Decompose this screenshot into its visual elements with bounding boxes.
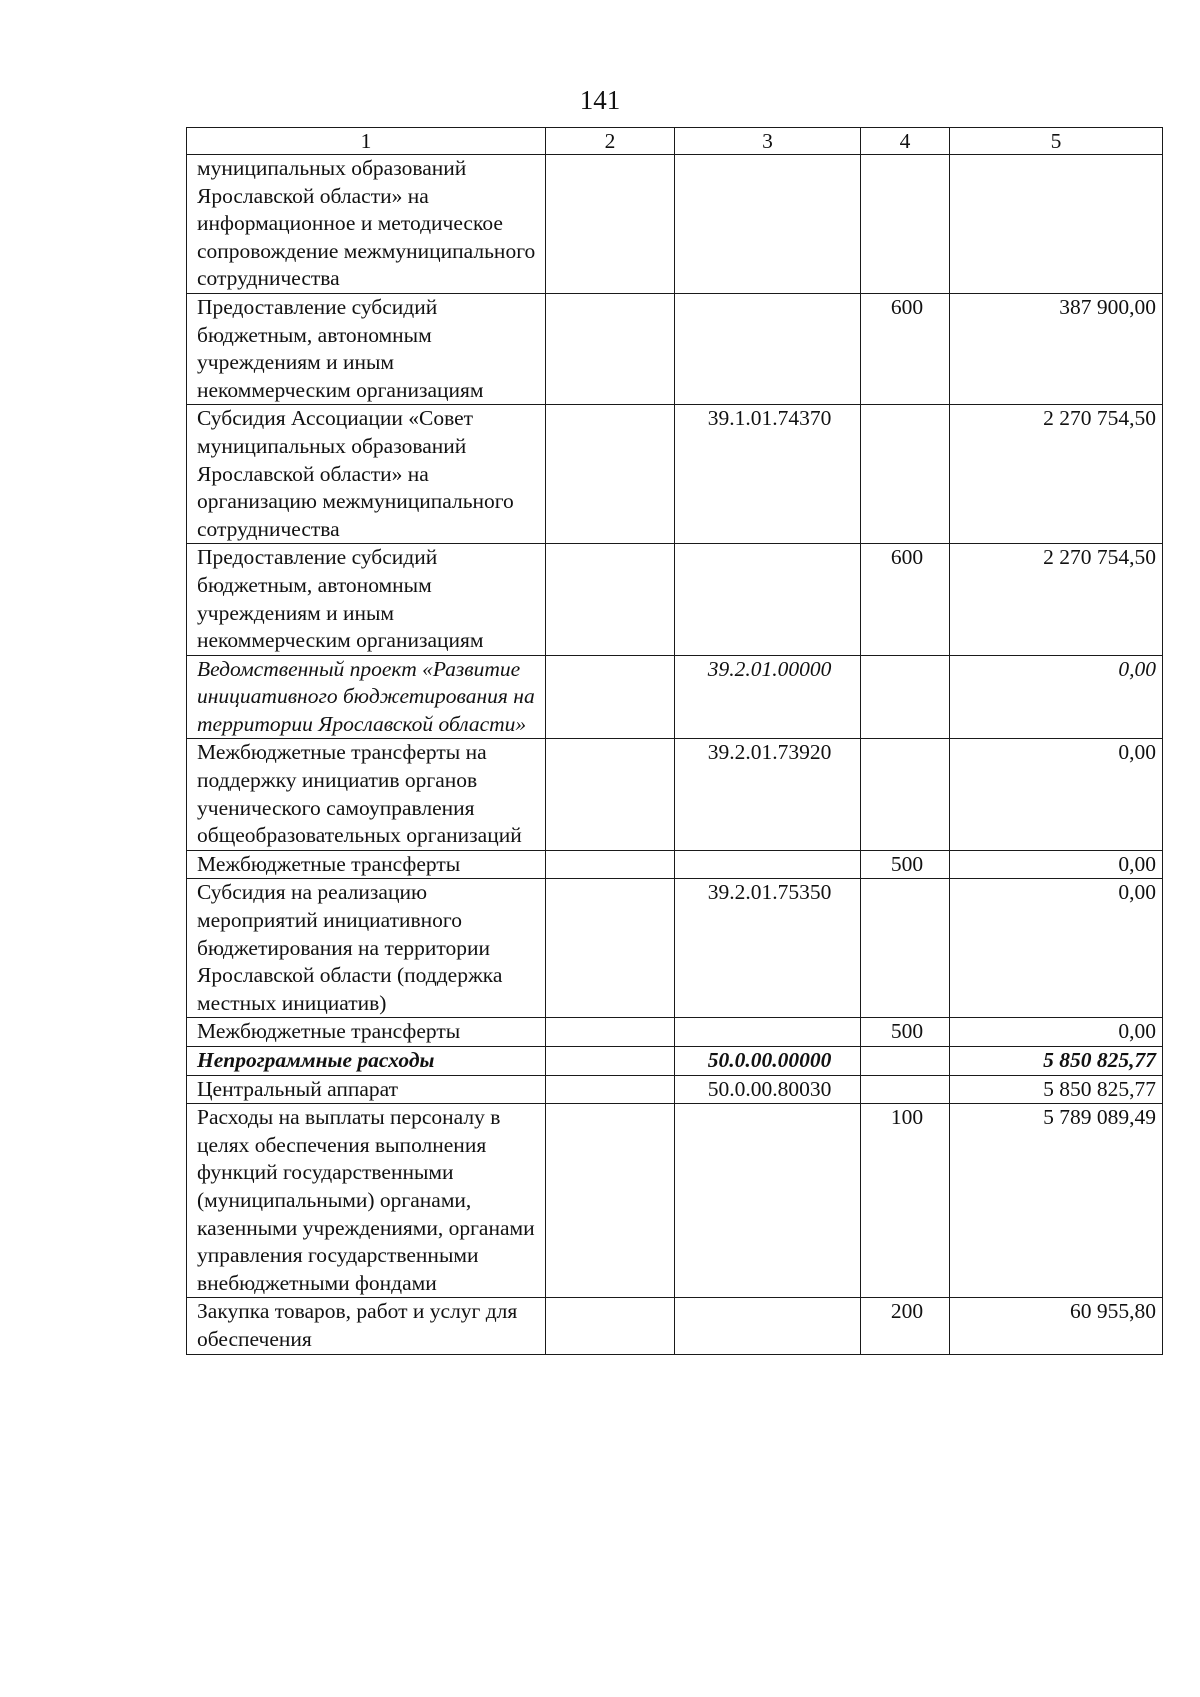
column-header-3: 3	[675, 128, 861, 155]
row-name-cell: Ведомственный проект «Развитие инициативного бюджетирования на территории Ярославской области»	[187, 655, 546, 739]
row-expense-type-cell: 500	[861, 850, 950, 879]
row-name-cell: Предоставление субсидий бюджетным, автономным учреждениям и иным некоммерческим организациям	[187, 293, 546, 404]
row-amount-cell: 0,00	[950, 655, 1163, 739]
row-expense-type-cell	[861, 1047, 950, 1076]
row-name-cell: Центральный аппарат	[187, 1075, 546, 1104]
row-column-2-cell	[546, 1104, 675, 1298]
row-code-cell	[675, 293, 861, 404]
row-code-cell: 39.1.01.74370	[675, 405, 861, 544]
row-code-cell	[675, 155, 861, 294]
column-header-5: 5	[950, 128, 1163, 155]
row-name-cell: Межбюджетные трансферты на поддержку инициатив органов ученического самоуправления общеобразовательных организаций	[187, 739, 546, 850]
row-expense-type-cell: 500	[861, 1018, 950, 1047]
table-header-row	[187, 128, 1163, 155]
column-header-2: 2	[546, 128, 675, 155]
row-column-2-cell	[546, 293, 675, 404]
row-amount-cell: 0,00	[950, 850, 1163, 879]
row-expense-type-cell: 200	[861, 1298, 950, 1354]
table-row	[187, 155, 1163, 294]
row-column-2-cell	[546, 850, 675, 879]
table-row	[187, 1047, 1163, 1076]
row-column-2-cell	[546, 1047, 675, 1076]
row-code-cell: 50.0.00.00000	[675, 1047, 861, 1076]
row-name-cell: Предоставление субсидий бюджетным, автономным учреждениям и иным некоммерческим организациям	[187, 544, 546, 655]
row-code-cell	[675, 1104, 861, 1298]
row-column-2-cell	[546, 1018, 675, 1047]
row-column-2-cell	[546, 655, 675, 739]
budget-table	[186, 127, 1163, 1355]
row-column-2-cell	[546, 1298, 675, 1354]
table-row	[187, 850, 1163, 879]
table-row	[187, 1104, 1163, 1298]
row-expense-type-cell	[861, 655, 950, 739]
row-amount-cell: 0,00	[950, 879, 1163, 1018]
row-column-2-cell	[546, 879, 675, 1018]
row-expense-type-cell	[861, 405, 950, 544]
row-expense-type-cell	[861, 739, 950, 850]
row-code-cell: 39.2.01.00000	[675, 655, 861, 739]
row-code-cell: 50.0.00.80030	[675, 1075, 861, 1104]
row-code-cell	[675, 1298, 861, 1354]
row-amount-cell: 0,00	[950, 1018, 1163, 1047]
column-header-4: 4	[861, 128, 950, 155]
row-expense-type-cell	[861, 1075, 950, 1104]
table-row	[187, 655, 1163, 739]
row-expense-type-cell: 600	[861, 544, 950, 655]
row-code-cell	[675, 850, 861, 879]
row-name-cell: Межбюджетные трансферты	[187, 1018, 546, 1047]
row-name-cell: Закупка товаров, работ и услуг для обеспечения	[187, 1298, 546, 1354]
row-column-2-cell	[546, 544, 675, 655]
table-body	[187, 155, 1163, 1355]
row-code-cell	[675, 1018, 861, 1047]
row-amount-cell: 5 850 825,77	[950, 1075, 1163, 1104]
row-amount-cell: 5 789 089,49	[950, 1104, 1163, 1298]
row-name-cell: Непрограммные расходы	[187, 1047, 546, 1076]
row-column-2-cell	[546, 1075, 675, 1104]
row-code-cell	[675, 544, 861, 655]
row-column-2-cell	[546, 405, 675, 544]
row-expense-type-cell: 600	[861, 293, 950, 404]
row-name-cell: муниципальных образований Ярославской области» на информационное и методическое сопровождение межмуниципального сотрудничества	[187, 155, 546, 294]
row-amount-cell: 60 955,80	[950, 1298, 1163, 1354]
row-amount-cell	[950, 155, 1163, 294]
row-amount-cell: 2 270 754,50	[950, 544, 1163, 655]
table-row	[187, 739, 1163, 850]
row-code-cell: 39.2.01.73920	[675, 739, 861, 850]
table-row	[187, 1298, 1163, 1354]
table-row	[187, 1018, 1163, 1047]
row-expense-type-cell	[861, 879, 950, 1018]
row-code-cell: 39.2.01.75350	[675, 879, 861, 1018]
row-column-2-cell	[546, 739, 675, 850]
row-name-cell: Расходы на выплаты персоналу в целях обеспечения выполнения функций государственными (муниципальными) органами, казенными учреждениями, органами управления государственными внебюджетными фондами	[187, 1104, 546, 1298]
row-name-cell: Межбюджетные трансферты	[187, 850, 546, 879]
row-name-cell: Субсидия на реализацию мероприятий инициативного бюджетирования на территории Ярославской области (поддержка местных инициатив)	[187, 879, 546, 1018]
column-header-1: 1	[187, 128, 546, 155]
row-expense-type-cell: 100	[861, 1104, 950, 1298]
table-row	[187, 293, 1163, 404]
table-row	[187, 544, 1163, 655]
row-amount-cell: 387 900,00	[950, 293, 1163, 404]
row-column-2-cell	[546, 155, 675, 294]
page-number: 141	[579, 85, 621, 115]
row-expense-type-cell	[861, 155, 950, 294]
row-amount-cell: 5 850 825,77	[950, 1047, 1163, 1076]
row-amount-cell: 0,00	[950, 739, 1163, 850]
table-row	[187, 405, 1163, 544]
row-name-cell: Субсидия Ассоциации «Совет муниципальных образований Ярославской области» на организацию межмуниципального сотрудничества	[187, 405, 546, 544]
table-row	[187, 1075, 1163, 1104]
row-amount-cell: 2 270 754,50	[950, 405, 1163, 544]
table-row	[187, 879, 1163, 1018]
